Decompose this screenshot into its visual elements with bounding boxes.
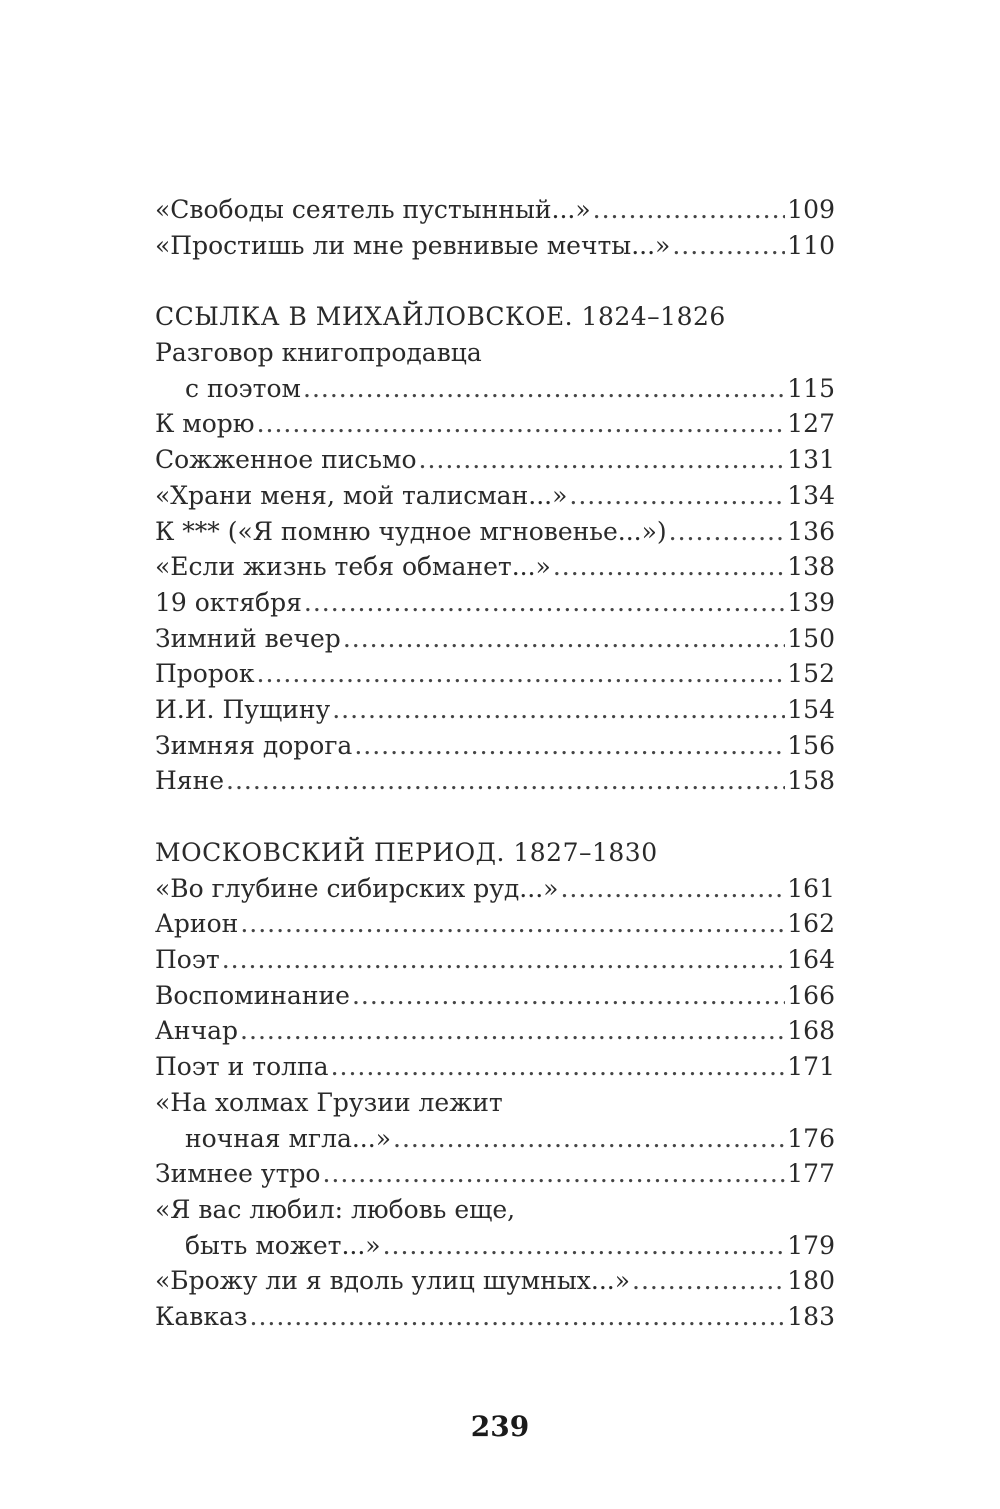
toc-entry [155,371,835,407]
toc-entry [155,656,835,692]
toc-entry [155,621,835,657]
entry-title: «Храни меня, мой талисман...» [155,480,568,510]
entry-page: 164 [787,945,835,975]
entry-page: 110 [787,230,835,260]
entry-title: «Простишь ли мне ревнивые мечты...» [155,230,671,260]
toc-entry [155,1013,835,1049]
entry-page: 161 [787,873,835,903]
entry-title: Зимняя дорога [155,730,353,760]
entry-title: Поэт [155,945,220,975]
entry-title: Зимнее утро [155,1159,321,1189]
dot-leader [553,549,785,585]
entry-title: Поэт и толпа [155,1052,329,1082]
page-number: 239 [470,1410,530,1443]
dot-leader [343,621,785,657]
dot-leader [569,478,785,514]
dot-leader [672,228,785,264]
dot-leader [257,656,786,692]
toc-entry [155,478,835,514]
dot-leader [354,728,785,764]
toc-entry [155,728,835,764]
entry-page: 158 [787,766,835,796]
entry-title: «Свободы сеятель пустынный...» [155,195,591,224]
dot-leader [250,1299,786,1335]
dot-leader [419,442,786,478]
entry-title-line: «На холмах Грузии лежит [155,1087,503,1117]
entry-page: 176 [787,1123,835,1153]
toc-entry [155,1263,835,1299]
entry-page: 109 [787,195,835,224]
toc-entry [155,692,835,728]
entry-title: Пророк [155,659,255,689]
entry-page: 162 [787,909,835,939]
dot-leader [383,1228,786,1264]
entry-title: с поэтом [185,373,301,403]
toc-entry [155,978,835,1014]
toc-entry [155,514,835,550]
dot-leader [352,978,785,1014]
entry-title: Анчар [155,1016,239,1046]
entry-page: 131 [787,445,835,475]
dot-leader [393,1121,785,1157]
entry-page: 127 [787,409,835,439]
toc-entry [155,1299,835,1335]
entry-page: 152 [787,659,835,689]
dot-leader [304,585,785,621]
entry-page: 139 [787,587,835,617]
toc-entry [155,1049,835,1085]
entry-page: 156 [787,730,835,760]
toc-entry [155,442,835,478]
toc-entry [155,906,835,942]
entry-title: Кавказ [155,1301,248,1331]
entry-title: К морю [155,409,255,439]
entry-page: 154 [787,694,835,724]
toc-entry [155,942,835,978]
dot-leader [240,1013,785,1049]
section-heading: ССЫЛКА В МИХАЙЛОВСКОЕ. 1824–1826 [155,302,726,332]
toc-entry [155,1228,835,1264]
entry-title-line: Разговор книгопродавца [155,338,482,368]
entry-title: Няне [155,766,225,796]
section-heading: МОСКОВСКИЙ ПЕРИОД. 1827–1830 [155,838,658,867]
dot-leader [632,1263,785,1299]
dot-leader [257,406,786,442]
dot-leader [332,692,785,728]
dot-leader [222,942,786,978]
entry-page: 168 [787,1016,835,1046]
entry-page: 177 [787,1159,835,1189]
entry-title: «Брожу ли я вдоль улиц шумных...» [155,1266,631,1296]
toc-entry [155,192,835,228]
entry-title: К *** («Я помню чудное мгновенье...») [155,516,667,546]
entry-page: 138 [787,552,835,582]
dot-leader [593,192,786,228]
entry-title: Зимний вечер [155,623,341,653]
entry-page: 183 [787,1301,835,1331]
dot-leader [560,871,785,907]
entry-title: 19 октября [155,587,302,617]
dot-leader [240,906,785,942]
entry-title: ночная мгла...» [185,1123,391,1153]
entry-page: 134 [787,480,835,510]
entry-page: 150 [787,623,835,653]
entry-page: 171 [787,1052,835,1082]
entry-page: 136 [787,516,835,546]
entry-title: Воспоминание [155,980,350,1010]
dot-leader [331,1049,786,1085]
entry-title-line: «Я вас любил: любовь еще, [155,1194,516,1224]
toc-entry [155,1121,835,1157]
toc-entry [155,406,835,442]
toc-entry [155,871,835,907]
dot-leader [303,371,785,407]
toc-entry [155,763,835,799]
toc-entry [155,585,835,621]
dot-leader [322,1156,785,1192]
toc-entry [155,228,835,264]
toc-entry [155,549,835,585]
entry-page: 179 [787,1230,835,1260]
entry-title: Сожженное письмо [155,445,417,475]
entry-title: Арион [155,909,239,939]
entry-page: 180 [787,1266,835,1296]
toc-entry [155,1156,835,1192]
entry-page: 166 [787,980,835,1010]
entry-title: быть может...» [185,1230,381,1260]
dot-leader [669,514,786,550]
table-of-contents [155,192,835,1335]
entry-title: «Если жизнь тебя обманет...» [155,552,551,582]
entry-title: «Во глубине сибирских руд...» [155,873,559,903]
entry-page: 115 [787,373,835,403]
entry-title: И.И. Пущину [155,694,331,724]
dot-leader [226,763,785,799]
